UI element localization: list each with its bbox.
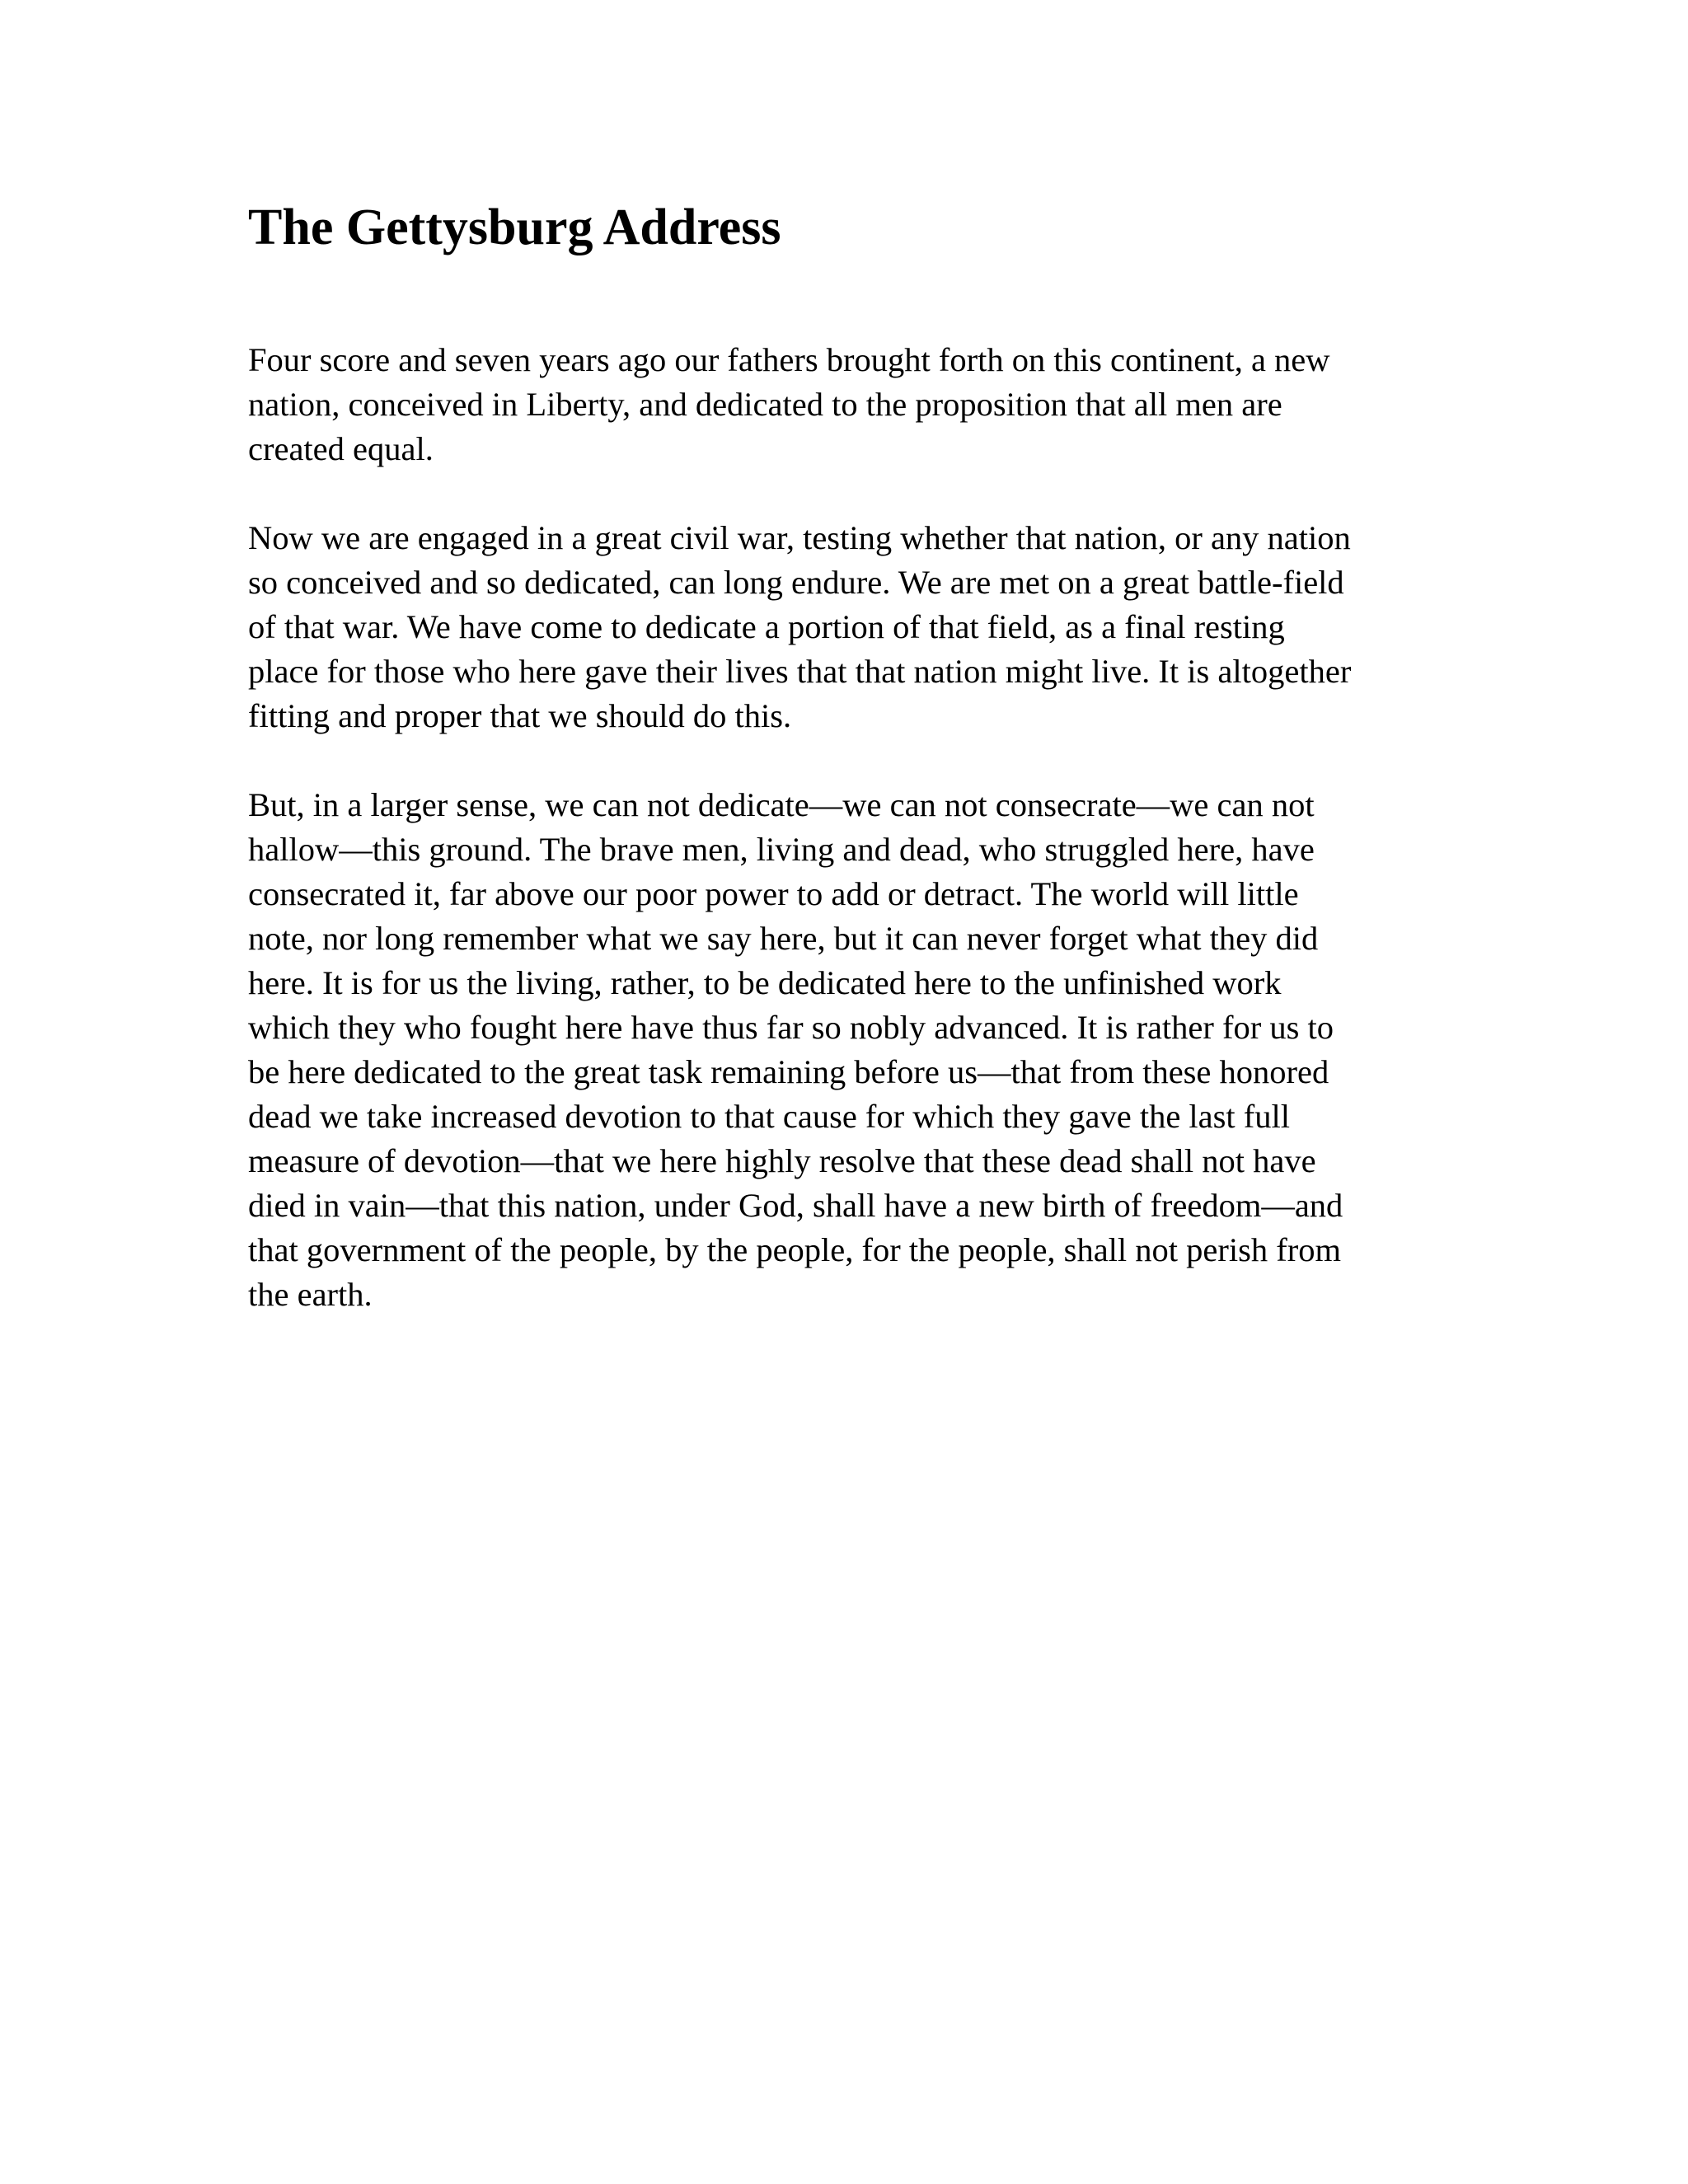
text-line: note, nor long remember what we say here, but it can never forget what they did [248,920,1319,957]
text-line: hallow—this ground. The brave men, living and dead, who struggled here, have [248,831,1315,868]
document-body [248,338,1394,1361]
text-line: here. It is for us the living, rather, to be dedicated here to the unfinished work [248,964,1282,1001]
text-line: nation, conceived in Liberty, and dedicated to the proposition that all men are [248,386,1282,423]
text-line: so conceived and so dedicated, can long endure. We are met on a great battle-field [248,564,1344,601]
text-line: measure of devotion—that we here highly resolve that these dead shall not have [248,1142,1316,1179]
text-line: of that war. We have come to dedicate a portion of that field, as a final resting [248,608,1285,645]
text-line: the earth. [248,1276,373,1313]
text-line: Four score and seven years ago our fathers brought forth on this continent, a new [248,341,1330,378]
text-line: consecrated it, far above our poor power to add or detract. The world will little [248,875,1299,912]
text-line: Now we are engaged in a great civil war, testing whether that nation, or any nation [248,519,1351,556]
paragraph-1 [248,338,1394,471]
text-line: which they who fought here have thus far so nobly advanced. It is rather for us to [248,1009,1334,1046]
text-line: that government of the people, by the people, for the people, shall not perish from [248,1231,1341,1268]
paragraph-3 [248,783,1394,1317]
text-line: fitting and proper that we should do this. [248,697,792,734]
paragraph-2 [248,516,1394,738]
document-title: The Gettysburg Address [248,199,781,255]
text-line: be here dedicated to the great task remaining before us—that from these honored [248,1053,1329,1090]
text-line: But, in a larger sense, we can not dedicate—we can not consecrate—we can not [248,786,1315,823]
text-line: place for those who here gave their lives that that nation might live. It is altogether [248,653,1352,690]
text-line: dead we take increased devotion to that cause for which they gave the last full [248,1098,1291,1135]
text-line: died in vain—that this nation, under God, shall have a new birth of freedom—and [248,1187,1343,1224]
text-line: created equal. [248,430,434,467]
